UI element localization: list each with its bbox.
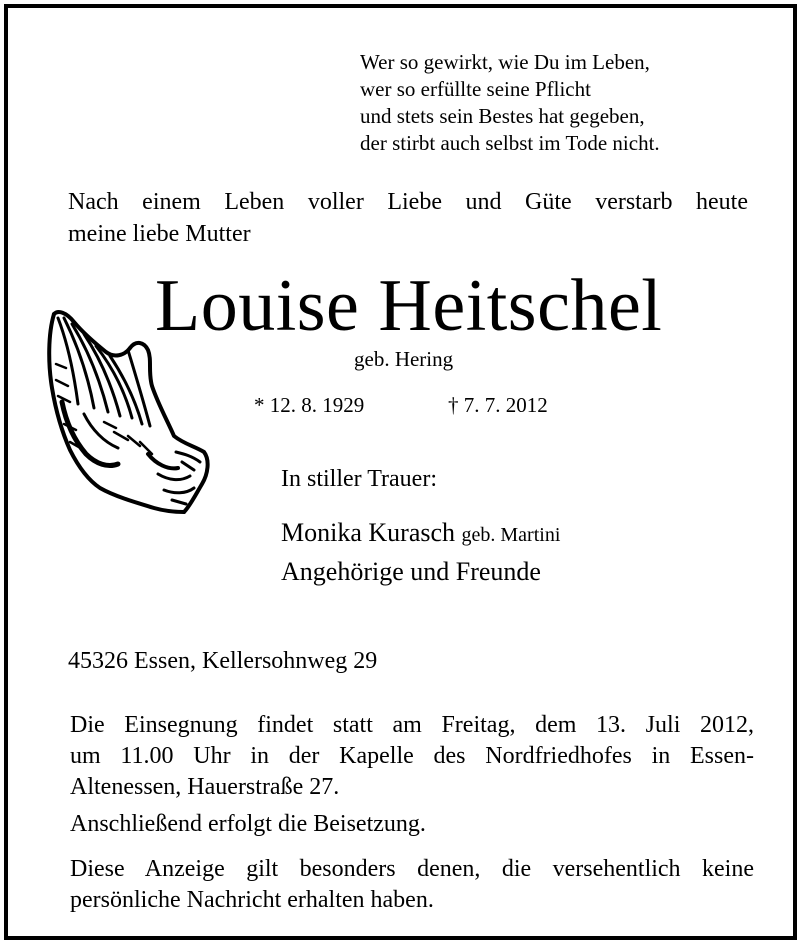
obituary-frame — [4, 4, 797, 940]
mourner-primary — [281, 518, 560, 548]
notice-line: persönliche Nachricht erhalten haben. — [70, 887, 434, 913]
ceremony-line: Altenessen, Hauerstraße 27. — [70, 774, 340, 800]
poem — [360, 49, 660, 157]
mourner-name: Monika Kurasch — [281, 518, 456, 547]
maiden-name: geb. Hering — [354, 347, 454, 371]
poem-line: wer so erfüllte seine Pflicht — [360, 77, 591, 101]
ceremony-text — [70, 710, 754, 803]
mourner-maiden-name: geb. Martini — [461, 524, 561, 546]
burial-text: Anschließend erfolgt die Beisetzung. — [70, 811, 426, 837]
intro-line: Nach einem Leben voller Liebe und Güte verstarb heute — [68, 189, 748, 215]
notice-text — [70, 854, 754, 916]
address: 45326 Essen, Kellersohnweg 29 — [68, 648, 378, 674]
poem-line: Wer so gewirkt, wie Du im Leben, — [360, 50, 650, 74]
intro-text — [68, 186, 748, 250]
ceremony-line: um 11.00 Uhr in der Kapelle des Nordfriedhofes in Essen- — [70, 743, 754, 769]
mourning-heading: In stiller Trauer: — [281, 466, 437, 492]
notice-line: Diese Anzeige gilt besonders denen, die versehentlich keine — [70, 856, 754, 882]
birth-date: * 12. 8. 1929 — [254, 393, 365, 417]
mourner-relatives: Angehörige und Freunde — [281, 557, 541, 586]
deceased-name: Louise Heitschel — [155, 265, 663, 347]
poem-line: und stets sein Bestes hat gegeben, — [360, 104, 645, 128]
poem-line: der stirbt auch selbst im Tode nicht. — [360, 131, 660, 155]
death-date: † 7. 7. 2012 — [448, 393, 548, 417]
intro-line: meine liebe Mutter — [68, 221, 251, 247]
ceremony-line: Die Einsegnung findet statt am Freitag, dem 13. Juli 2012, — [70, 712, 754, 738]
